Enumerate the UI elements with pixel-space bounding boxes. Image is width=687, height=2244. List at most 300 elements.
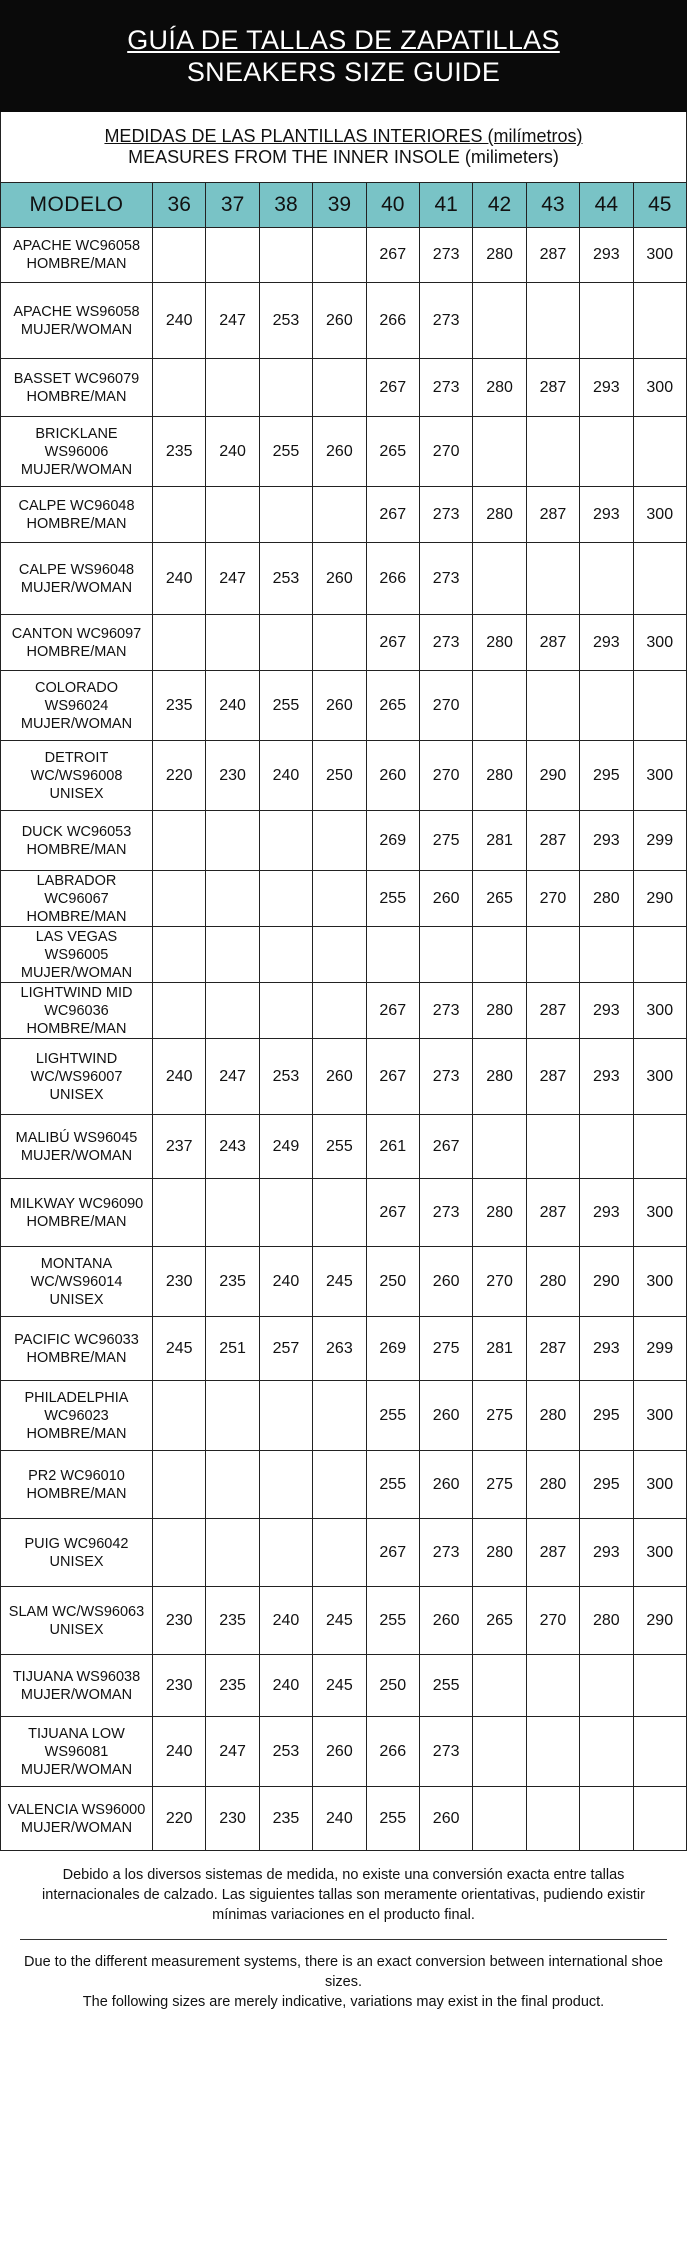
size-cell-41: 273 [419,1717,472,1787]
size-cell-40: 267 [366,359,419,417]
size-cell-45 [633,1717,686,1787]
size-cell-44: 280 [580,871,633,927]
size-cell-43 [526,283,579,359]
size-cell-45: 300 [633,359,686,417]
table-row [1,1655,687,1717]
size-cell-40: 267 [366,1039,419,1115]
size-cell-39: 260 [313,283,366,359]
size-cell-39: 255 [313,1115,366,1179]
model-name: MILKWAY WC96090 HOMBRE/MAN [1,1179,153,1247]
size-cell-40: 267 [366,983,419,1039]
size-cell-42 [473,417,526,487]
size-cell-36: 245 [153,1317,206,1381]
size-cell-39: 245 [313,1587,366,1655]
size-cell-41: 273 [419,543,472,615]
table-row [1,615,687,671]
size-cell-36 [153,228,206,283]
size-cell-37: 235 [206,1587,259,1655]
size-cell-40 [366,927,419,983]
size-cell-45 [633,283,686,359]
size-cell-42: 275 [473,1451,526,1519]
size-cell-38 [259,615,312,671]
model-name: CALPE WS96048 MUJER/WOMAN [1,543,153,615]
size-cell-39 [313,359,366,417]
model-name: COLORADO WS96024 MUJER/WOMAN [1,671,153,741]
size-cell-39 [313,871,366,927]
size-cell-40: 261 [366,1115,419,1179]
size-cell-38 [259,1179,312,1247]
size-header-41: 41 [419,183,472,228]
size-cell-41: 260 [419,1381,472,1451]
model-name: APACHE WS96058 MUJER/WOMAN [1,283,153,359]
size-cell-44 [580,417,633,487]
size-cell-40: 255 [366,1451,419,1519]
size-cell-38: 253 [259,1039,312,1115]
size-cell-38: 249 [259,1115,312,1179]
model-name: TIJUANA WS96038 MUJER/WOMAN [1,1655,153,1717]
size-cell-38: 255 [259,417,312,487]
size-cell-37: 230 [206,741,259,811]
size-cell-39 [313,983,366,1039]
table-row [1,741,687,811]
size-cell-37 [206,927,259,983]
size-cell-36: 237 [153,1115,206,1179]
size-cell-39: 260 [313,1039,366,1115]
size-cell-43 [526,1787,579,1851]
size-cell-37 [206,1519,259,1587]
title-es: GUÍA DE TALLAS DE ZAPATILLAS [127,25,560,55]
size-cell-45: 290 [633,1587,686,1655]
size-cell-37: 240 [206,417,259,487]
model-name: CANTON WC96097 HOMBRE/MAN [1,615,153,671]
size-cell-38: 257 [259,1317,312,1381]
table-row [1,671,687,741]
size-cell-43: 290 [526,741,579,811]
size-cell-41: 273 [419,1179,472,1247]
size-cell-44 [580,927,633,983]
size-cell-45 [633,671,686,741]
size-cell-42 [473,1717,526,1787]
size-cell-42: 281 [473,811,526,871]
model-name: BASSET WC96079 HOMBRE/MAN [1,359,153,417]
size-cell-45 [633,1787,686,1851]
size-cell-40: 260 [366,741,419,811]
size-cell-37 [206,615,259,671]
model-name: LIGHTWIND WC/WS96007 UNISEX [1,1039,153,1115]
size-cell-36 [153,871,206,927]
size-cell-38 [259,927,312,983]
size-cell-44: 293 [580,1039,633,1115]
size-cell-42 [473,1115,526,1179]
size-cell-41: 273 [419,1519,472,1587]
size-cell-42: 280 [473,487,526,543]
size-cell-40: 265 [366,671,419,741]
size-cell-45: 300 [633,1039,686,1115]
size-cell-44 [580,1115,633,1179]
size-cell-41: 273 [419,359,472,417]
size-cell-38 [259,228,312,283]
size-cell-38 [259,359,312,417]
size-cell-38 [259,487,312,543]
size-cell-45: 299 [633,811,686,871]
size-cell-39 [313,1519,366,1587]
size-cell-36: 230 [153,1247,206,1317]
size-cell-42 [473,543,526,615]
model-name: PR2 WC96010 HOMBRE/MAN [1,1451,153,1519]
size-cell-41: 260 [419,1587,472,1655]
size-cell-43: 287 [526,615,579,671]
disclaimer-es: Debido a los diversos sistemas de medida, no existe una conversión exacta entre tallas internacionales de calzado. Las siguientes tallas son meramente orientativas, pudiendo existir mínimas variaciones en el producto final. [42,1867,645,1923]
size-cell-42 [473,927,526,983]
model-name: LAS VEGAS WS96005 MUJER/WOMAN [1,927,153,983]
size-cell-42: 280 [473,615,526,671]
model-name: MALIBÚ WS96045 MUJER/WOMAN [1,1115,153,1179]
size-cell-39 [313,1179,366,1247]
model-name: APACHE WC96058 HOMBRE/MAN [1,228,153,283]
size-cell-43: 287 [526,1179,579,1247]
size-header-37: 37 [206,183,259,228]
size-cell-44 [580,1717,633,1787]
size-cell-44 [580,1787,633,1851]
size-cell-40: 265 [366,417,419,487]
size-cell-39 [313,927,366,983]
subtitle-en: MEASURES FROM THE INNER INSOLE (milimeters) [128,147,559,167]
size-cell-38 [259,1451,312,1519]
table-row [1,927,687,983]
size-cell-41: 273 [419,983,472,1039]
model-name: CALPE WC96048 HOMBRE/MAN [1,487,153,543]
size-cell-41: 273 [419,487,472,543]
size-cell-42: 280 [473,359,526,417]
size-cell-38 [259,983,312,1039]
size-cell-43 [526,1115,579,1179]
table-row [1,1039,687,1115]
size-cell-36: 235 [153,417,206,487]
size-cell-39: 260 [313,1717,366,1787]
size-cell-36 [153,1179,206,1247]
size-cell-44: 293 [580,983,633,1039]
size-cell-43: 287 [526,487,579,543]
size-cell-38: 240 [259,1587,312,1655]
size-cell-40: 267 [366,228,419,283]
size-cell-42 [473,671,526,741]
model-name: TIJUANA LOW WS96081 MUJER/WOMAN [1,1717,153,1787]
size-cell-40: 255 [366,1587,419,1655]
measure-subtitle [0,112,687,182]
size-header-43: 43 [526,183,579,228]
size-cell-43 [526,1717,579,1787]
size-cell-44 [580,283,633,359]
size-cell-37 [206,811,259,871]
title-banner [0,0,687,112]
model-column-header: MODELO [1,183,153,228]
size-cell-41: 260 [419,1451,472,1519]
size-cell-40: 266 [366,283,419,359]
size-cell-43: 287 [526,1519,579,1587]
size-cell-45: 290 [633,871,686,927]
size-cell-43: 270 [526,871,579,927]
table-row [1,359,687,417]
subtitle-es: MEDIDAS DE LAS PLANTILLAS INTERIORES (milímetros) [104,126,583,146]
model-name: PUIG WC96042 UNISEX [1,1519,153,1587]
size-cell-38 [259,811,312,871]
size-header-39: 39 [313,183,366,228]
size-cell-41: 270 [419,741,472,811]
size-cell-37: 235 [206,1655,259,1717]
size-cell-40: 255 [366,1787,419,1851]
size-cell-41 [419,927,472,983]
table-row [1,1717,687,1787]
size-cell-44: 295 [580,1451,633,1519]
size-cell-38: 255 [259,671,312,741]
size-cell-38 [259,1519,312,1587]
size-cell-42 [473,1655,526,1717]
size-cell-37: 240 [206,671,259,741]
size-cell-45 [633,543,686,615]
size-cell-36: 240 [153,543,206,615]
size-cell-44: 293 [580,359,633,417]
size-cell-38: 253 [259,1717,312,1787]
size-cell-37: 243 [206,1115,259,1179]
size-cell-45 [633,1115,686,1179]
table-row [1,1317,687,1381]
size-cell-36 [153,487,206,543]
size-cell-44: 280 [580,1587,633,1655]
size-cell-42: 280 [473,1519,526,1587]
size-cell-43: 287 [526,359,579,417]
table-row [1,228,687,283]
size-cell-39 [313,487,366,543]
size-cell-45: 300 [633,1247,686,1317]
size-cell-36 [153,811,206,871]
size-cell-43 [526,927,579,983]
table-row [1,1381,687,1451]
size-cell-39 [313,811,366,871]
size-cell-43: 287 [526,228,579,283]
size-cell-37 [206,487,259,543]
size-cell-41: 260 [419,1787,472,1851]
size-cell-45: 300 [633,615,686,671]
size-cell-41: 255 [419,1655,472,1717]
size-cell-39: 240 [313,1787,366,1851]
table-row [1,1115,687,1179]
size-cell-45: 300 [633,1179,686,1247]
size-cell-40: 250 [366,1655,419,1717]
size-cell-43: 287 [526,1039,579,1115]
model-name: VALENCIA WS96000 MUJER/WOMAN [1,1787,153,1851]
size-cell-37 [206,1381,259,1451]
size-cell-37: 247 [206,543,259,615]
size-cell-40: 267 [366,1519,419,1587]
size-cell-41: 273 [419,228,472,283]
size-cell-42: 275 [473,1381,526,1451]
size-cell-45: 299 [633,1317,686,1381]
size-cell-41: 275 [419,811,472,871]
size-cell-37: 230 [206,1787,259,1851]
size-cell-39: 260 [313,671,366,741]
size-cell-44: 290 [580,1247,633,1317]
size-cell-45 [633,927,686,983]
size-cell-38: 240 [259,1655,312,1717]
size-cell-37: 247 [206,283,259,359]
size-cell-42: 270 [473,1247,526,1317]
size-cell-41: 270 [419,417,472,487]
model-name: DETROIT WC/WS96008 UNISEX [1,741,153,811]
table-row [1,871,687,927]
table-row [1,543,687,615]
size-cell-45: 300 [633,487,686,543]
size-cell-45 [633,417,686,487]
disclaimer-en-line2: The following sizes are merely indicative, variations may exist in the final product. [82,1994,605,2010]
size-cell-42: 280 [473,1179,526,1247]
table-row [1,1787,687,1851]
size-cell-43: 280 [526,1381,579,1451]
size-cell-36: 240 [153,1039,206,1115]
size-header-36: 36 [153,183,206,228]
size-cell-36 [153,1519,206,1587]
size-cell-38: 235 [259,1787,312,1851]
size-cell-43: 287 [526,983,579,1039]
size-cell-43 [526,543,579,615]
table-header-row [1,183,687,228]
size-cell-41: 273 [419,283,472,359]
size-cell-44: 293 [580,615,633,671]
size-cell-40: 269 [366,811,419,871]
size-cell-40: 255 [366,1381,419,1451]
size-cell-37: 247 [206,1717,259,1787]
model-name: MONTANA WC/WS96014 UNISEX [1,1247,153,1317]
size-cell-38: 240 [259,741,312,811]
model-name: LABRADOR WC96067 HOMBRE/MAN [1,871,153,927]
size-cell-44: 293 [580,1317,633,1381]
size-cell-36 [153,927,206,983]
title-en: SNEAKERS SIZE GUIDE [186,57,501,87]
size-cell-43 [526,1655,579,1717]
table-row [1,283,687,359]
size-cell-41: 260 [419,1247,472,1317]
size-cell-40: 250 [366,1247,419,1317]
size-cell-44 [580,1655,633,1717]
table-row [1,487,687,543]
model-name: LIGHTWIND MID WC96036 HOMBRE/MAN [1,983,153,1039]
table-row [1,417,687,487]
table-row [1,811,687,871]
size-cell-37: 251 [206,1317,259,1381]
size-cell-41: 270 [419,671,472,741]
size-cell-38 [259,871,312,927]
size-cell-39: 260 [313,543,366,615]
size-cell-38: 253 [259,283,312,359]
size-cell-42: 280 [473,983,526,1039]
size-cell-36: 230 [153,1587,206,1655]
size-cell-37 [206,228,259,283]
table-row [1,983,687,1039]
size-table [0,182,687,1851]
size-cell-45: 300 [633,1381,686,1451]
size-cell-36: 240 [153,1717,206,1787]
size-cell-40: 267 [366,487,419,543]
size-cell-39: 245 [313,1655,366,1717]
size-cell-42 [473,283,526,359]
size-cell-39: 250 [313,741,366,811]
model-name: BRICKLANE WS96006 MUJER/WOMAN [1,417,153,487]
size-cell-45: 300 [633,741,686,811]
size-cell-38: 240 [259,1247,312,1317]
size-cell-41: 273 [419,615,472,671]
size-cell-40: 267 [366,1179,419,1247]
size-cell-40: 267 [366,615,419,671]
size-cell-44: 293 [580,1519,633,1587]
size-cell-42: 280 [473,1039,526,1115]
size-cell-45: 300 [633,228,686,283]
table-row [1,1587,687,1655]
size-header-44: 44 [580,183,633,228]
size-cell-36: 220 [153,741,206,811]
size-cell-44 [580,543,633,615]
size-cell-42: 280 [473,228,526,283]
size-cell-44: 295 [580,1381,633,1451]
size-cell-43: 270 [526,1587,579,1655]
size-cell-43 [526,671,579,741]
size-cell-44: 293 [580,228,633,283]
size-cell-42: 265 [473,871,526,927]
size-cell-41: 260 [419,871,472,927]
size-cell-40: 269 [366,1317,419,1381]
size-cell-37: 247 [206,1039,259,1115]
size-cell-36 [153,1451,206,1519]
size-cell-44: 293 [580,811,633,871]
table-row [1,1451,687,1519]
size-cell-37 [206,1451,259,1519]
divider [20,1939,667,1940]
table-row [1,1179,687,1247]
size-cell-41: 273 [419,1039,472,1115]
disclaimer [0,1851,687,2012]
size-cell-36 [153,615,206,671]
size-header-38: 38 [259,183,312,228]
size-cell-45: 300 [633,983,686,1039]
size-cell-43: 280 [526,1247,579,1317]
size-cell-37 [206,1179,259,1247]
size-cell-43: 280 [526,1451,579,1519]
size-cell-41: 275 [419,1317,472,1381]
size-header-45: 45 [633,183,686,228]
size-cell-37 [206,359,259,417]
size-cell-36 [153,359,206,417]
size-cell-44: 293 [580,1179,633,1247]
size-cell-39 [313,1381,366,1451]
size-cell-43 [526,417,579,487]
size-cell-38 [259,1381,312,1451]
size-cell-37: 235 [206,1247,259,1317]
size-cell-38: 253 [259,543,312,615]
size-cell-40: 255 [366,871,419,927]
size-cell-36: 220 [153,1787,206,1851]
size-cell-37 [206,983,259,1039]
size-header-40: 40 [366,183,419,228]
size-cell-45: 300 [633,1451,686,1519]
size-cell-43: 287 [526,811,579,871]
size-cell-36: 240 [153,283,206,359]
size-cell-45 [633,1655,686,1717]
size-cell-39: 263 [313,1317,366,1381]
size-cell-39 [313,228,366,283]
size-header-42: 42 [473,183,526,228]
size-cell-37 [206,871,259,927]
size-cell-42: 265 [473,1587,526,1655]
model-name: PACIFIC WC96033 HOMBRE/MAN [1,1317,153,1381]
size-cell-44: 293 [580,487,633,543]
